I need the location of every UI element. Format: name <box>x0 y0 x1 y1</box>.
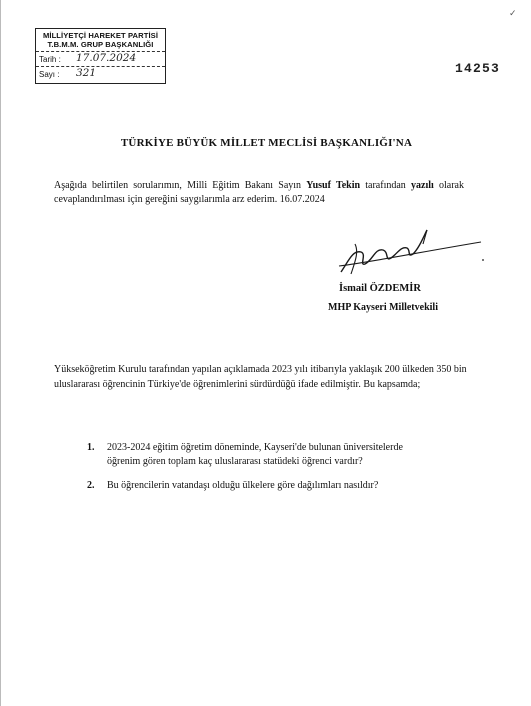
stamp-line2: T.B.M.M. GRUP BAŞKANLIĞI <box>47 40 154 49</box>
question-number: 2. <box>87 480 95 491</box>
intro-text-3: olarak cevaplandırılması için gereğini saygılarımla arz ederim. 16.07.2024 <box>54 180 464 205</box>
list-item <box>87 441 417 469</box>
stamp-line1: MİLLİYETÇİ HAREKET PARTİSİ <box>42 31 159 40</box>
intro-text-2: tarafından <box>360 180 411 191</box>
question-list <box>87 441 417 503</box>
document-number: 14253 <box>455 61 501 76</box>
check-mark: ✓ <box>509 8 517 18</box>
minister-name: Yusuf Tekin <box>306 180 361 191</box>
intro-text-1: Aşağıda belirtilen sorularımın, Milli Eğitim Bakanı Sayın <box>54 180 307 191</box>
sender-name: İsmail ÖZDEMİR <box>339 283 421 294</box>
intro-paragraph <box>54 179 464 207</box>
page-title: TÜRKİYE BÜYÜK MİLLET MECLİSİ BAŞKANLIĞI'NA <box>120 137 413 149</box>
stamp-date-label: Tarih : <box>39 55 61 64</box>
stamp-number-value: 321 <box>76 67 97 79</box>
stamp-number-row <box>36 67 165 82</box>
sender-title: MHP Kayseri Milletvekili <box>328 302 438 313</box>
stamp-header <box>36 29 165 52</box>
stamp-number-label: Sayı : <box>39 70 60 79</box>
stamp-date-row <box>36 52 165 67</box>
question-number: 1. <box>87 442 95 453</box>
question-text: Bu öğrencilerin vatandaşı olduğu ülkelere göre dağılımları nasıldır? <box>107 480 379 491</box>
handwritten-signature <box>331 222 491 277</box>
party-stamp <box>35 28 166 84</box>
list-item <box>87 479 417 493</box>
stamp-date-value: 17.07.2024 <box>76 52 137 64</box>
body-paragraph <box>54 363 474 392</box>
written-word: yazılı <box>411 180 434 191</box>
question-text: 2023-2024 eğitim öğretim döneminde, Kayseri'de bulunan üniversitelerde öğrenim gören toplam kaç uluslararası statüdeki öğrenci vardır? <box>107 442 403 467</box>
body-paragraph-text: Yükseköğretim Kurulu tarafından yapılan açıklamada 2023 yılı itibarıyla yaklaşık 200 ülkeden 350 bin uluslararası öğrencinin Türkiye'de öğrenimlerini sürdürdüğü ifade edilmiştir. Bu kapsamda; <box>54 364 467 390</box>
